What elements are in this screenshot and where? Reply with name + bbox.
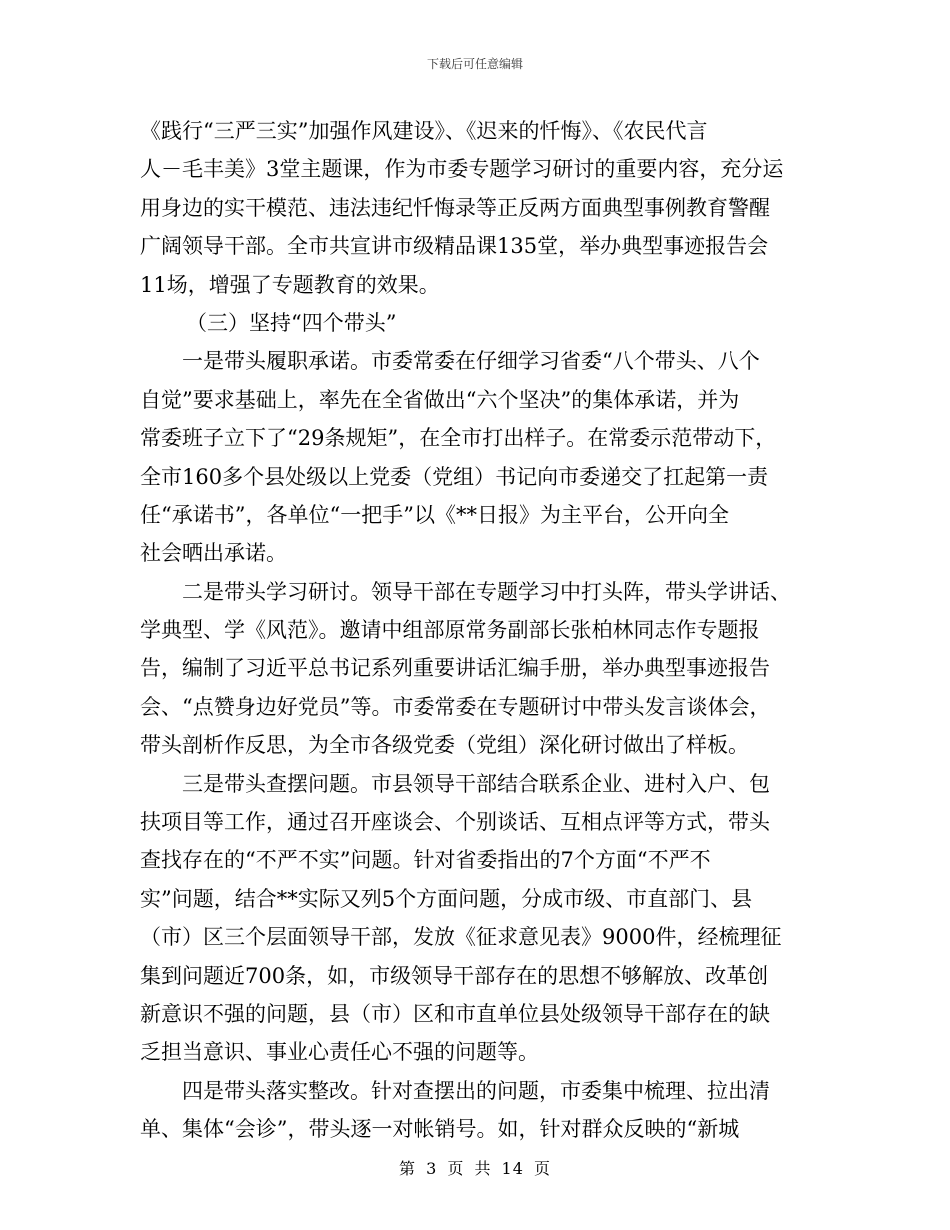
paragraph (140, 342, 808, 572)
text-line: 三是带头查摆问题。市县领导干部结合联系企业、进村入户、包 (182, 771, 770, 796)
document-body (140, 112, 808, 1149)
text-line: 集到问题近700条，如，市级领导干部存在的思想不够解放、改革创 (140, 963, 769, 988)
text-line: 用身边的实干模范、违法违纪忏悔录等正反两方面典型事例教育警醒 (140, 195, 770, 220)
text-line: （市）区三个层面领导干部，发放《征求意见表》9000件，经梳理征 (140, 925, 782, 950)
text-line: 广阔领导干部。全市共宣讲市级精品课135堂，举办典型事迹报告会 (140, 234, 769, 259)
text-line: 11场，增强了专题教育的效果。 (140, 272, 440, 297)
paragraph (140, 112, 808, 304)
page-number-footer: 第 3 页 共 14 页 (399, 1159, 551, 1178)
section-heading (140, 304, 808, 342)
text-line: 会、“点赞身边好党员”等。市委常委在专题研讨中带头发言谈体会， (140, 694, 771, 719)
text-line: 社会晒出承诺。 (140, 541, 287, 566)
text-line: 四是带头落实整改。针对查摆出的问题，市委集中梳理、拉出清 (182, 1078, 770, 1103)
text-line: 单、集体“会诊”，带头逐一对帐销号。如，针对群众反映的“新城 (140, 1117, 740, 1142)
paragraph (140, 573, 808, 765)
text-line: 二是带头学习研讨。领导干部在专题学习中打头阵，带头学讲话、 (182, 579, 791, 604)
text-line: 人－毛丰美》3堂主题课，作为市委专题学习研讨的重要内容，充分运 (140, 157, 784, 182)
text-line: 查找存在的“不严不实”问题。针对省委指出的7个方面“不严不 (140, 848, 711, 873)
text-line: 学典型、学《风范》。邀请中组部原常务副部长张柏林同志作专题报 (140, 618, 760, 643)
header-note: 下载后可任意编辑 (426, 57, 523, 71)
text-line: 带头剖析作反思，为全市各级党委（党组）深化研讨做出了样板。 (140, 733, 749, 758)
text-line: 任“承诺书”，各单位“一把手”以《**日报》为主平台，公开向全 (140, 502, 729, 527)
text-line: 新意识不强的问题，县（市）区和市直单位县处级领导干部存在的缺 (140, 1001, 770, 1026)
text-line: 扶项目等工作，通过召开座谈会、个别谈话、互相点评等方式，带头 (140, 810, 770, 835)
text-line: 自觉”要求基础上，率先在全省做出“六个坚决”的集体承诺，并为 (140, 387, 740, 412)
text-line: （三）坚持“四个带头” (186, 310, 397, 335)
text-line: 告，编制了习近平总书记系列重要讲话汇编手册，举办典型事迹报告 (140, 656, 770, 681)
text-line: 全市160多个县处级以上党委（党组）书记向市委递交了扛起第一责 (140, 464, 769, 489)
paragraph (140, 1072, 808, 1149)
text-line: 实”问题，结合**实际又列5个方面问题，分成市级、市直部门、县 (140, 886, 753, 911)
paragraph (140, 765, 808, 1072)
text-line: 常委班子立下了“29条规矩”，在全市打出样子。在常委示范带动下， (140, 426, 777, 451)
text-line: 乏担当意识、事业心责任心不强的问题等。 (140, 1040, 539, 1065)
text-line: 一是带头履职承诺。市委常委在仔细学习省委“八个带头、八个 (182, 349, 760, 374)
text-line: 《践行“三严三实”加强作风建设》、《迟来的忏悔》、《农民代言 (140, 119, 708, 143)
